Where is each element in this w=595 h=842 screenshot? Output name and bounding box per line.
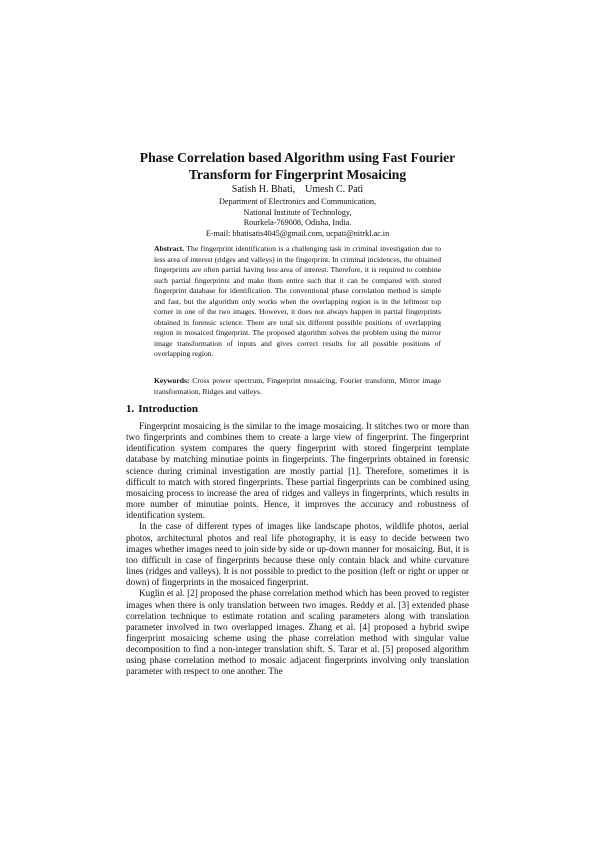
section-number: 1. bbox=[126, 403, 135, 415]
author-name: Umesh C. Pati bbox=[305, 184, 364, 195]
section-title: Introduction bbox=[138, 403, 198, 415]
body-paragraph: In the case of different types of images like landscape photos, wildlife photos, aerial photos, architectural photos and real life photography, it is easy to decide between two images whether images need to join side by side or up-down manner for mosaicing. But, it is too difficult in case of fingerprints because these only contain black and white curvature lines (ridges and valleys). It is not possible to predict to the position (left or right or upper or down) of fingerprints in the mosaiced fingerprint. bbox=[126, 521, 469, 588]
paper-title bbox=[100, 150, 495, 183]
affiliation-department: Department of Electronics and Communication, bbox=[218, 197, 377, 206]
body-paragraph: Kuglin et al. [2] proposed the phase correlation method which has been proved to register images when there is only translation between two images. Reddy et al. [3] extended phase correlation technique to estimate rotation and scaling parameters along with translation parameter involved in two overlapped images. Zhang et al. [4] proposed a hybrid swipe fingerprint mosaicing scheme using the phase correlation method with singular value decomposition to find a non-integer translation shift. S. Tarar et al. [5] proposed algorithm using phase correlation method to mosaic adjacent fingerprints involving only translation parameter with respect to one another. The bbox=[126, 588, 469, 677]
title-line-2: Transform for Fingerprint Mosaicing bbox=[188, 166, 407, 182]
keywords bbox=[154, 376, 441, 397]
abstract-label: Abstract. bbox=[154, 244, 185, 253]
keywords-label: Keywords: bbox=[154, 376, 190, 385]
body-paragraph: Fingerprint mosaicing is the similar to the image mosaicing. It stitches two or more than two fingerprints and combines them to create a large view of fingerprint. The fingerprint identification system compares the query fingerprint with stored fingerprint template database by matching minutiae points in fingerprints. The fingerprints obtained in forensic science during criminal investigation are mostly partial [1]. Therefore, sometimes it is difficult to match with stored fingerprints. These partial fingerprints can be combined using mosaicing process to increase the area of ridges and valleys in fingerprints, which results in more number of minutiae points. Hence, it improves the accuracy and robustness of identification system. bbox=[126, 421, 469, 521]
author-list bbox=[100, 184, 495, 196]
affiliation-email: E-mail: bhatisatis4045@gmail.com, ucpati@nitrkl.ac.in bbox=[205, 228, 390, 238]
abstract-text: The fingerprint identification is a challenging task in criminal investigation due to less area of interest (ridges and valleys) in the fingerprint. In criminal incidences, the obtained fingerprints are often partial having less area of interest. Therefore, it is required to combine such partial fingerprints and make them entire such that it can be compared with stored fingerprint database for identification. The conventional phase correlation method is simple and fast, but the algorithm only works when the overlapping region is in the leftmost top corner in one of the two images. However, it does not always happen in partial fingerprints obtained in forensic science. There are total six different possible positions of overlapping region in mosaiced fingerprint. The proposed algorithm solves the problem using the mirror image transformation of inputs and gives correct results for all possible positions of overlapping region. bbox=[154, 244, 441, 359]
affiliation-institute: National Institute of Technology, bbox=[243, 207, 352, 217]
keywords-text: Cross power spectrum, Fingerprint mosaicing, Fourier transform, Mirror image transformation, Ridges and valleys. bbox=[154, 376, 441, 396]
affiliation-block bbox=[100, 197, 495, 239]
title-line-1: Phase Correlation based Algorithm using Fast Fourier bbox=[139, 150, 456, 165]
abstract bbox=[154, 244, 441, 360]
section-body bbox=[126, 421, 469, 678]
affiliation-address: Rourkela-769008, Odisha, India. bbox=[243, 218, 352, 228]
section-heading bbox=[126, 403, 469, 416]
author-name: Satish H. Bhati, bbox=[231, 184, 296, 195]
